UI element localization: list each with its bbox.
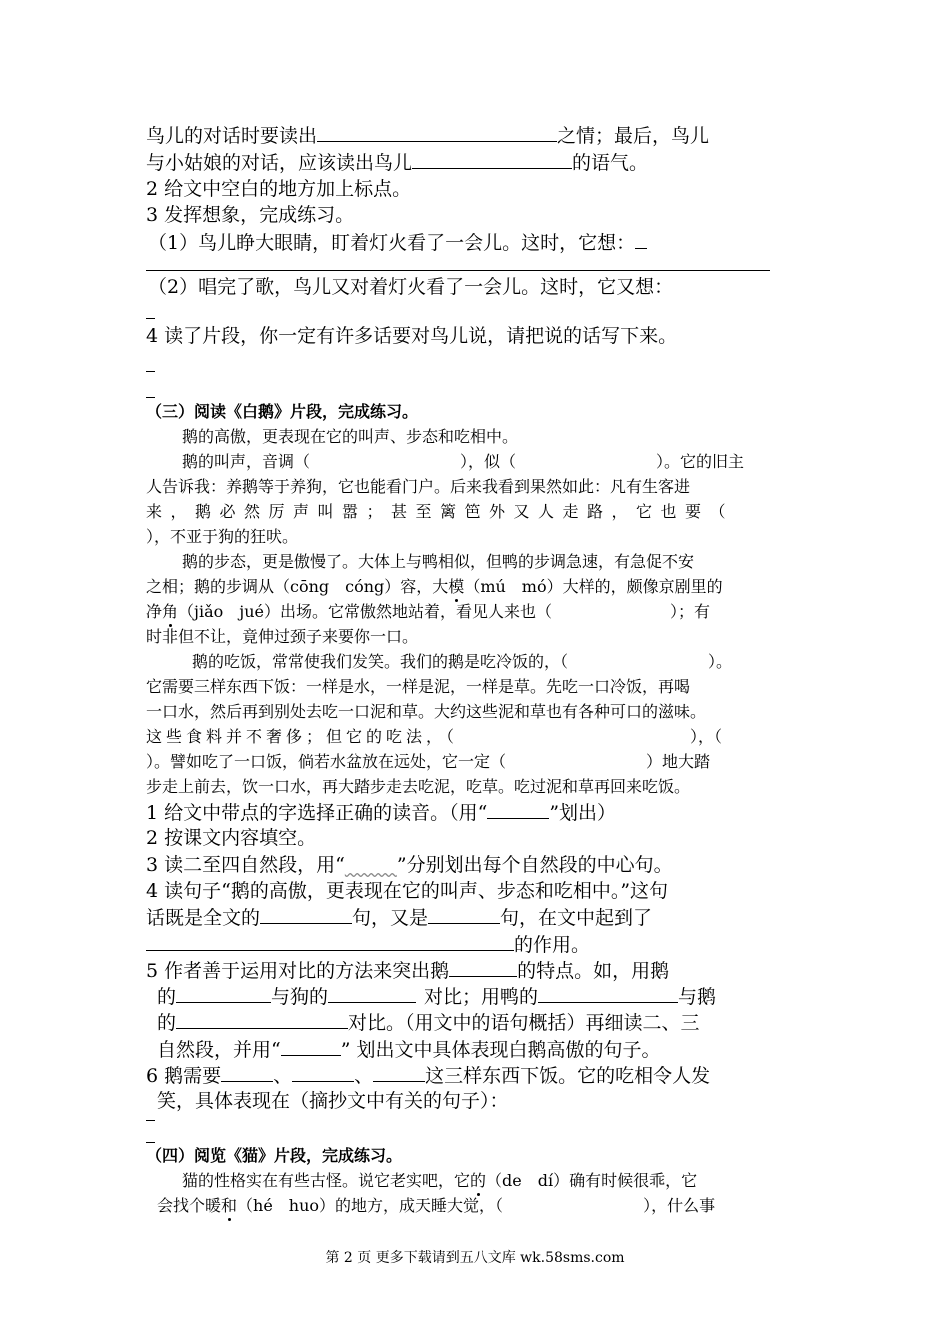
answer-blank[interactable] [176, 987, 271, 1003]
answer-blank[interactable] [428, 908, 500, 924]
underline-sample [281, 1040, 341, 1056]
text: 1 给文中带点的字选择正确的读音。（用“ [146, 802, 488, 824]
passage-line: 鹅的高傲，更表现在它的叫声、步态和吃相中。 [182, 427, 519, 446]
text: 鹅的吃饭，常常使我们发笑。我们的鹅是吃冷饭的，（ [192, 652, 569, 671]
question-3-2: （2）唱完了歌，鸟儿又对着灯火看了一会儿。这时，它又想： [148, 276, 674, 298]
dotted-char: 和 [221, 1196, 238, 1215]
text: 与狗的 [271, 986, 329, 1008]
answer-blank[interactable] [146, 935, 514, 951]
text: ）；有 [670, 602, 711, 621]
passage-line: 它需要三样东西下饭：一样是水，一样是泥，一样是草。先吃一口冷饭，再喝 [146, 677, 691, 696]
answer-line[interactable] [146, 1120, 155, 1121]
answer-line[interactable] [146, 270, 770, 271]
question-3: 3 发挥想象，完成练习。 [146, 204, 355, 226]
text: ），（ [690, 727, 723, 746]
text: （hé huo）的地方，成天睡大觉，（ [237, 1196, 504, 1215]
passage-line [182, 454, 744, 470]
text: ）。它的旧主 [656, 452, 745, 471]
passage-line: 时非但不让，竟伸过颈子来要你一口。 [146, 627, 419, 646]
question-4: 4 读句子“鹅的高傲，更表现在它的叫声、步态和吃相中。”这句 [146, 880, 669, 902]
dotted-char: 的 [470, 1171, 487, 1190]
text: （mú mó）大样的，颇像京剧里的 [464, 577, 723, 596]
question-6-cont: 笑，具体表现在（摘抄文中有关的句子）： [157, 1090, 509, 1112]
text: 对比。（用文中的语句概括）再细读二、三 [348, 1012, 700, 1034]
text: 句，在文中起到了 [500, 907, 653, 929]
text: ”分别划出每个自然段的中心句。 [396, 854, 673, 876]
text: 这些食料并不奢侈；但它的吃法，（ [146, 727, 459, 746]
question-2: 2 按课文内容填空。 [146, 827, 317, 849]
wavy-line-sample [345, 860, 397, 875]
text: ），什么事 [643, 1196, 716, 1215]
passage-line [146, 504, 734, 520]
passage-line [146, 604, 710, 620]
answer-blank[interactable] [292, 1066, 354, 1082]
text: 与鹅 [678, 986, 717, 1008]
answer-line[interactable] [146, 397, 155, 398]
page-footer: 第 2 页 更多下载请到五八文库 wk.58sms.com [325, 1250, 625, 1266]
answer-blank[interactable] [328, 987, 416, 1003]
text: 净 [146, 602, 163, 621]
text: （jiǎo jué）出场。它常傲然地站着，看见人来也（ [178, 602, 553, 621]
text: 的 [157, 1012, 177, 1034]
text: ”划出） [549, 802, 617, 824]
text: ），不亚于狗的狂吠。 [146, 527, 299, 546]
text: ）。 [708, 652, 733, 671]
underline-sample [487, 803, 549, 819]
text: 鹅的叫声，音调（ [182, 452, 311, 471]
answer-blank[interactable] [260, 908, 352, 924]
question-3-1 [148, 233, 647, 253]
dotted-char: 模 [448, 577, 465, 596]
answer-blank[interactable] [221, 1066, 273, 1082]
text: 与小姑娘的对话，应该读出鸟儿 [146, 152, 413, 174]
text-line [146, 153, 648, 173]
question-4: 4 读了片段，你一定有许多话要对鸟儿说，请把说的话写下来。 [146, 325, 678, 347]
passage-line: 鹅的步态，更是傲慢了。大体上与鸭相似，但鸭的步调急速，有急促不安 [182, 552, 695, 571]
passage-line [146, 729, 722, 745]
text: 之情；最后，鸟儿 [557, 125, 710, 147]
text: 会找个暖 [157, 1196, 222, 1215]
text: ），似（ [460, 452, 517, 471]
text: ）。譬如吃了一口饭，倘若水盆放在远处，它一定（ [146, 752, 507, 771]
text: 猫的性格实在有些古怪。说它老实吧，它 [182, 1171, 471, 1190]
question-1 [146, 803, 616, 823]
answer-blank[interactable] [449, 961, 517, 977]
passage-line: 步走上前去，饮一口水，再大踏步走去吃泥，吃草。吃过泥和草再回来吃饭。 [146, 777, 691, 796]
answer-blank[interactable] [412, 153, 572, 169]
passage-line: 人告诉我：养鹅等于养狗，它也能看门户。后来我看到果然如此：凡有生客进 [146, 477, 691, 496]
text: （1）鸟儿睁大眼睛，盯着灯火看了一会儿。这时，它想： [148, 232, 636, 254]
passage-line [146, 579, 723, 595]
text: 3 读二至四自然段，用“ [146, 854, 345, 876]
passage-line [192, 654, 732, 670]
answer-blank[interactable] [635, 233, 647, 249]
text: 的语气。 [572, 152, 649, 174]
text: 、 [354, 1065, 374, 1087]
question-5-cont [157, 1013, 700, 1033]
question-5 [146, 961, 669, 981]
text: 5 作者善于运用对比的方法来突出鹅 [146, 960, 450, 982]
question-5-cont [157, 987, 716, 1007]
text: 这三样东西下饭。它的吃相令人发 [425, 1065, 711, 1087]
text: 自然段，并用“ [157, 1039, 281, 1061]
passage-line [157, 1198, 715, 1214]
passage-line [182, 1173, 697, 1189]
text: 、 [273, 1065, 293, 1087]
question-4-cont [146, 908, 652, 928]
question-3 [146, 856, 673, 875]
text: 对比；用鸭的 [424, 986, 539, 1008]
answer-blank[interactable] [176, 1013, 348, 1029]
text: 6 鹅需要 [146, 1065, 222, 1087]
passage-line [146, 754, 710, 770]
passage-line: 一口水，然后再到别处去吃一口泥和草。大约这些泥和草也有各种可口的滋味。 [146, 702, 707, 721]
text: 句，又是 [352, 907, 429, 929]
passage-line [146, 529, 298, 545]
answer-line[interactable] [146, 1142, 155, 1143]
text: 的作用。 [514, 934, 591, 956]
question-5-cont [157, 1040, 660, 1060]
text: 的特点。如，用鹅 [517, 960, 670, 982]
answer-line[interactable] [146, 318, 155, 319]
answer-line[interactable] [146, 371, 155, 372]
answer-blank[interactable] [373, 1066, 425, 1082]
text: 鸟儿的对话时要读出 [146, 125, 318, 147]
text: 话既是全文的 [146, 907, 261, 929]
text: ）地大踏 [646, 752, 711, 771]
text: 来，鹅必然厉声叫嚣；甚至篱笆外又人走路，它也要（ [146, 502, 735, 521]
dotted-char: 角 [162, 602, 179, 621]
text: （de dí）确有时候很乖，它 [486, 1171, 698, 1190]
section-title: （四）阅览《猫》片段，完成练习。 [146, 1146, 403, 1165]
question-6 [146, 1066, 710, 1086]
question-4-cont [146, 935, 590, 955]
question-2: 2 给文中空白的地方加上标点。 [146, 178, 412, 200]
text-line [146, 126, 709, 146]
text: 的 [157, 986, 177, 1008]
answer-blank[interactable] [538, 987, 678, 1003]
text: 之相；鹅的步调从（cōng cóng）容，大 [146, 577, 449, 596]
section-title: （三）阅读《白鹅》片段，完成练习。 [146, 402, 419, 421]
text: ” 划出文中具体表现白鹅高傲的句子。 [340, 1039, 661, 1061]
answer-blank[interactable] [317, 126, 557, 142]
